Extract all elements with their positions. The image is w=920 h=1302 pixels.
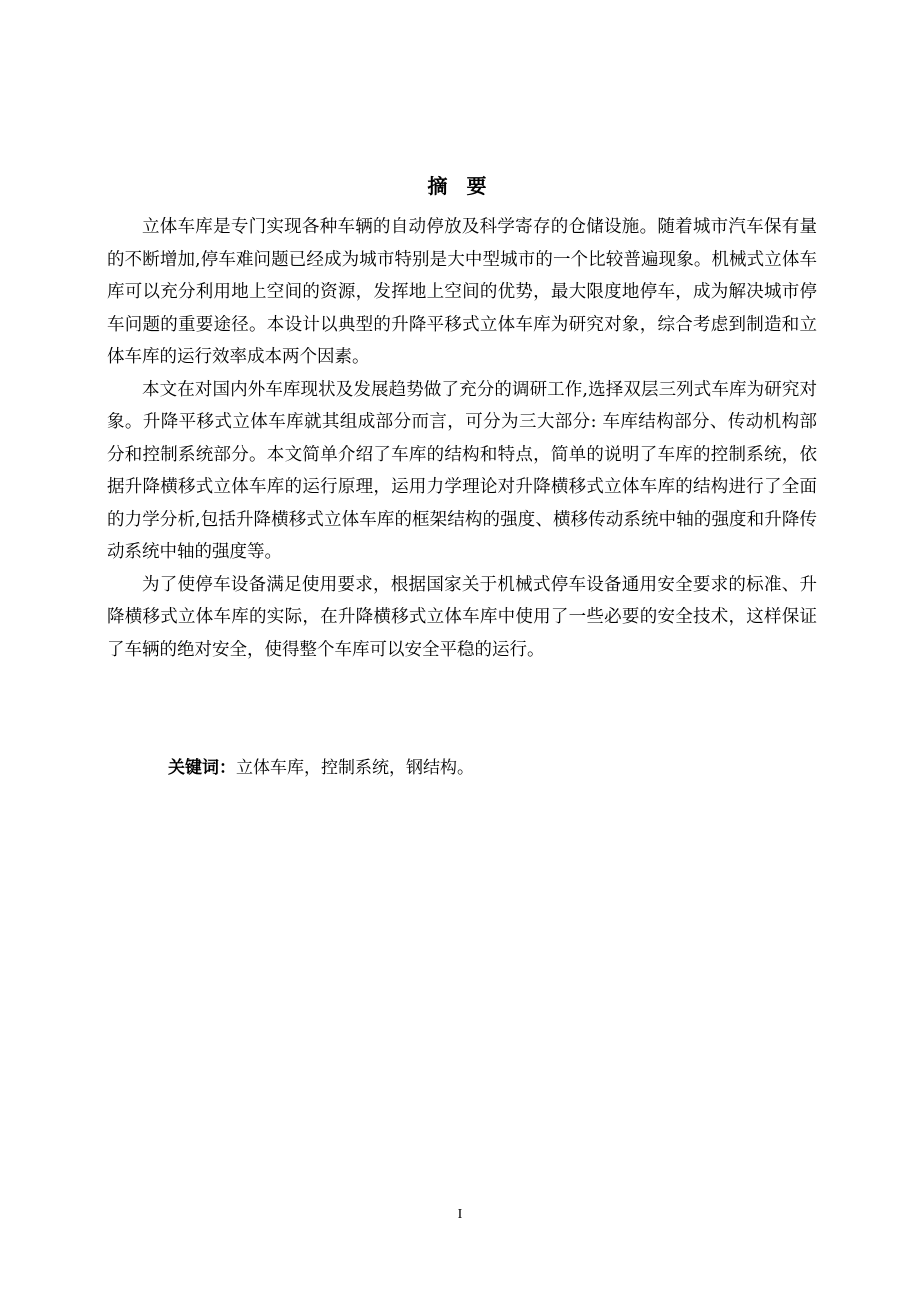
abstract-paragraph-2: 本文在对国内外车库现状及发展趋势做了充分的调研工作,选择双层三列式车库为研究对象。升降平移式立体车库就其组成部分而言，可分为三大部分: 车库结构部分、传动机构部分和控制系统部分。本文简单介绍了车库的结构和特点，简单的说明了车库的控制系统，依据升降横移式立体车库的运行原理，运用力学理论对升降横移式立体车库的结构进行了全面的力学分析,包括升降横移式立体车库的框架结构的强度、横移传动系统中轴的强度和升降传动系统中轴的强度等。 xyxy=(107,379,817,562)
abstract-body xyxy=(107,211,817,666)
keywords-line xyxy=(168,756,474,780)
page-number: I xyxy=(457,1207,463,1222)
keywords-label: 关键词： xyxy=(168,758,236,778)
abstract-title: 摘 要 xyxy=(427,174,493,198)
abstract-paragraph-3: 为了使停车设备满足使用要求，根据国家关于机械式停车设备通用安全要求的标准、升降横移式立体车库的实际，在升降横移式立体车库中使用了一些必要的安全技术，这样保证了车辆的绝对安全，使得整个车库可以安全平稳的运行。 xyxy=(107,574,817,660)
keywords-text: 立体车库，控制系统，钢结构。 xyxy=(236,758,474,778)
abstract-paragraph-1: 立体车库是专门实现各种车辆的自动停放及科学寄存的仓储设施。随着城市汽车保有量的不断增加,停车难问题已经成为城市特别是大中型城市的一个比较普遍现象。机械式立体车库可以充分利用地上空间的资源，发挥地上空间的优势，最大限度地停车，成为解决城市停车问题的重要途径。本设计以典型的升降平移式立体车库为研究对象，综合考虑到制造和立体车库的运行效率成本两个因素。 xyxy=(107,217,817,367)
